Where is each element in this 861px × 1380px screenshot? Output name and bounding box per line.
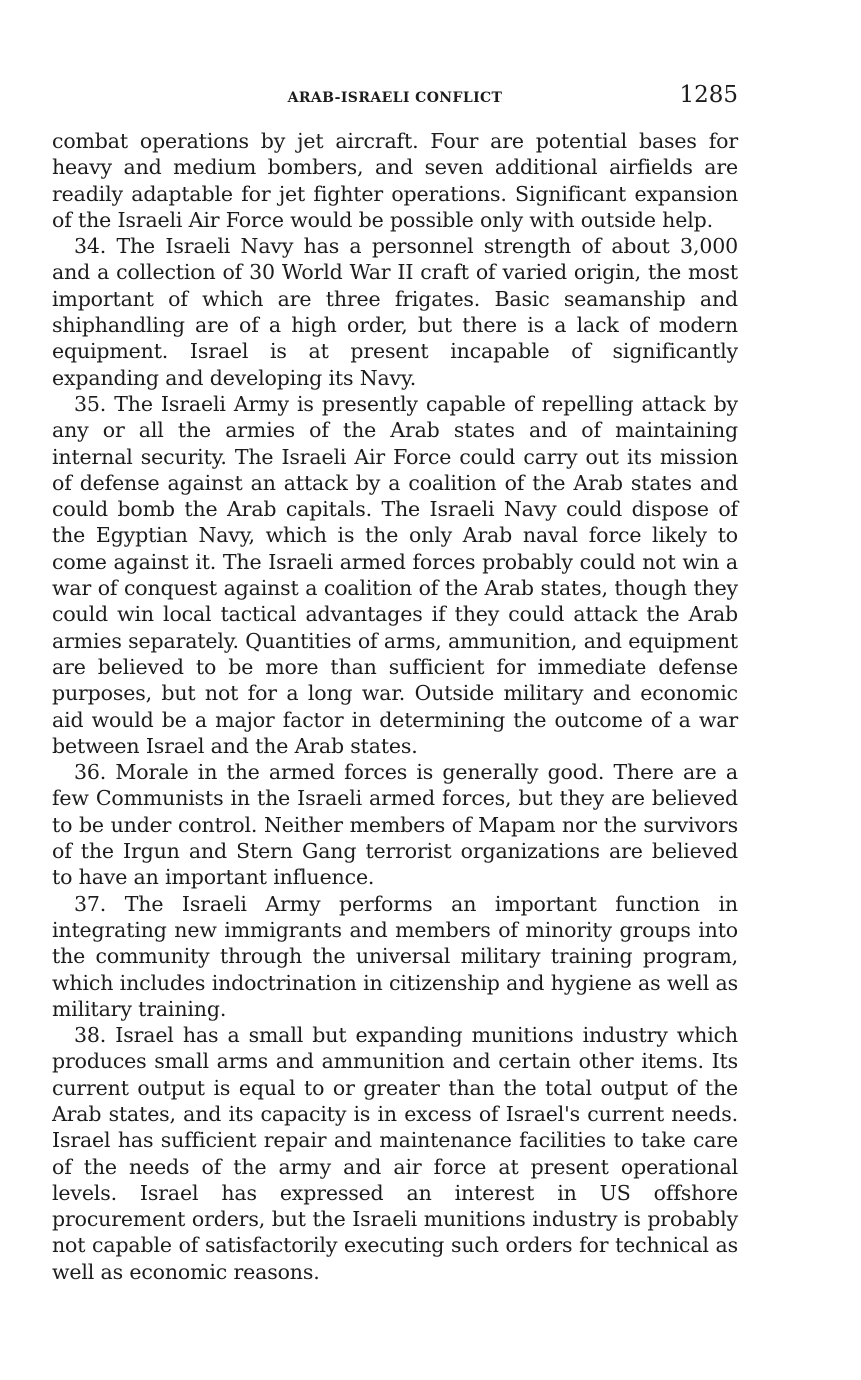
page-number: 1285 bbox=[679, 82, 738, 108]
paragraph-continuation: combat operations by jet aircraft. Four are potential bases for heavy and medium bombers, and seven additional airfields are readily adaptable for jet fighter operations. Significant expansion of the Israeli Air Force would be possible only with outside help. bbox=[52, 129, 738, 232]
paragraph-38: 38. Israel has a small but expanding munitions industry which produces small arms and ammunition and certain other items. Its current output is equal to or greater than the total output of the Arab states, and its capacity is in excess of Israel's current needs. Israel has sufficient repair and maintenance facilities to take care of the needs of the army and air force at present operational levels. Israel has expressed an interest in US offshore procurement orders, but the Israeli munitions industry is probably not capable of satisfactorily executing such orders for technical as well as economic reasons. bbox=[52, 1023, 738, 1284]
running-title: ARAB-ISRAELI CONFLICT bbox=[287, 90, 503, 106]
body-text bbox=[52, 128, 738, 1285]
paragraph-37: 37. The Israeli Army performs an important function in integrating new immigrants and members of minority groups into the community through the universal military training program, which includes indoctrination in citizenship and hygiene as well as military training. bbox=[52, 891, 738, 1021]
paragraph-35: 35. The Israeli Army is presently capable of repelling attack by any or all the armies of the Arab states and of maintaining internal security. The Israeli Air Force could carry out its mission of defense against an attack by a coalition of the Arab states and could bomb the Arab capitals. The Israeli Navy could dispose of the Egyptian Navy, which is the only Arab naval force likely to come against it. The Israeli armed forces probably could not win a war of conquest against a coalition of the Arab states, though they could win local tactical advantages if they could attack the Arab armies separately. Quantities of arms, ammunition, and equipment are believed to be more than sufficient for immediate defense purposes, but not for a long war. Outside military and economic aid would be a major factor in determining the outcome of a war between Israel and the Arab states. bbox=[52, 391, 738, 758]
paragraph-34: 34. The Israeli Navy has a personnel strength of about 3,000 and a collection of 30 World War II craft of varied origin, the most important of which are three frigates. Basic seamanship and shiphandling are of a high order, but there is a lack of modern equipment. Israel is at present incapable of significantly expanding and developing its Navy. bbox=[52, 234, 738, 390]
paragraph-36: 36. Morale in the armed forces is generally good. There are a few Communists in the Israeli armed forces, but they are believed to be under control. Neither members of Mapam nor the survivors of the Irgun and Stern Gang terrorist organizations are believed to have an important influence. bbox=[52, 760, 738, 890]
page-header bbox=[52, 84, 738, 114]
